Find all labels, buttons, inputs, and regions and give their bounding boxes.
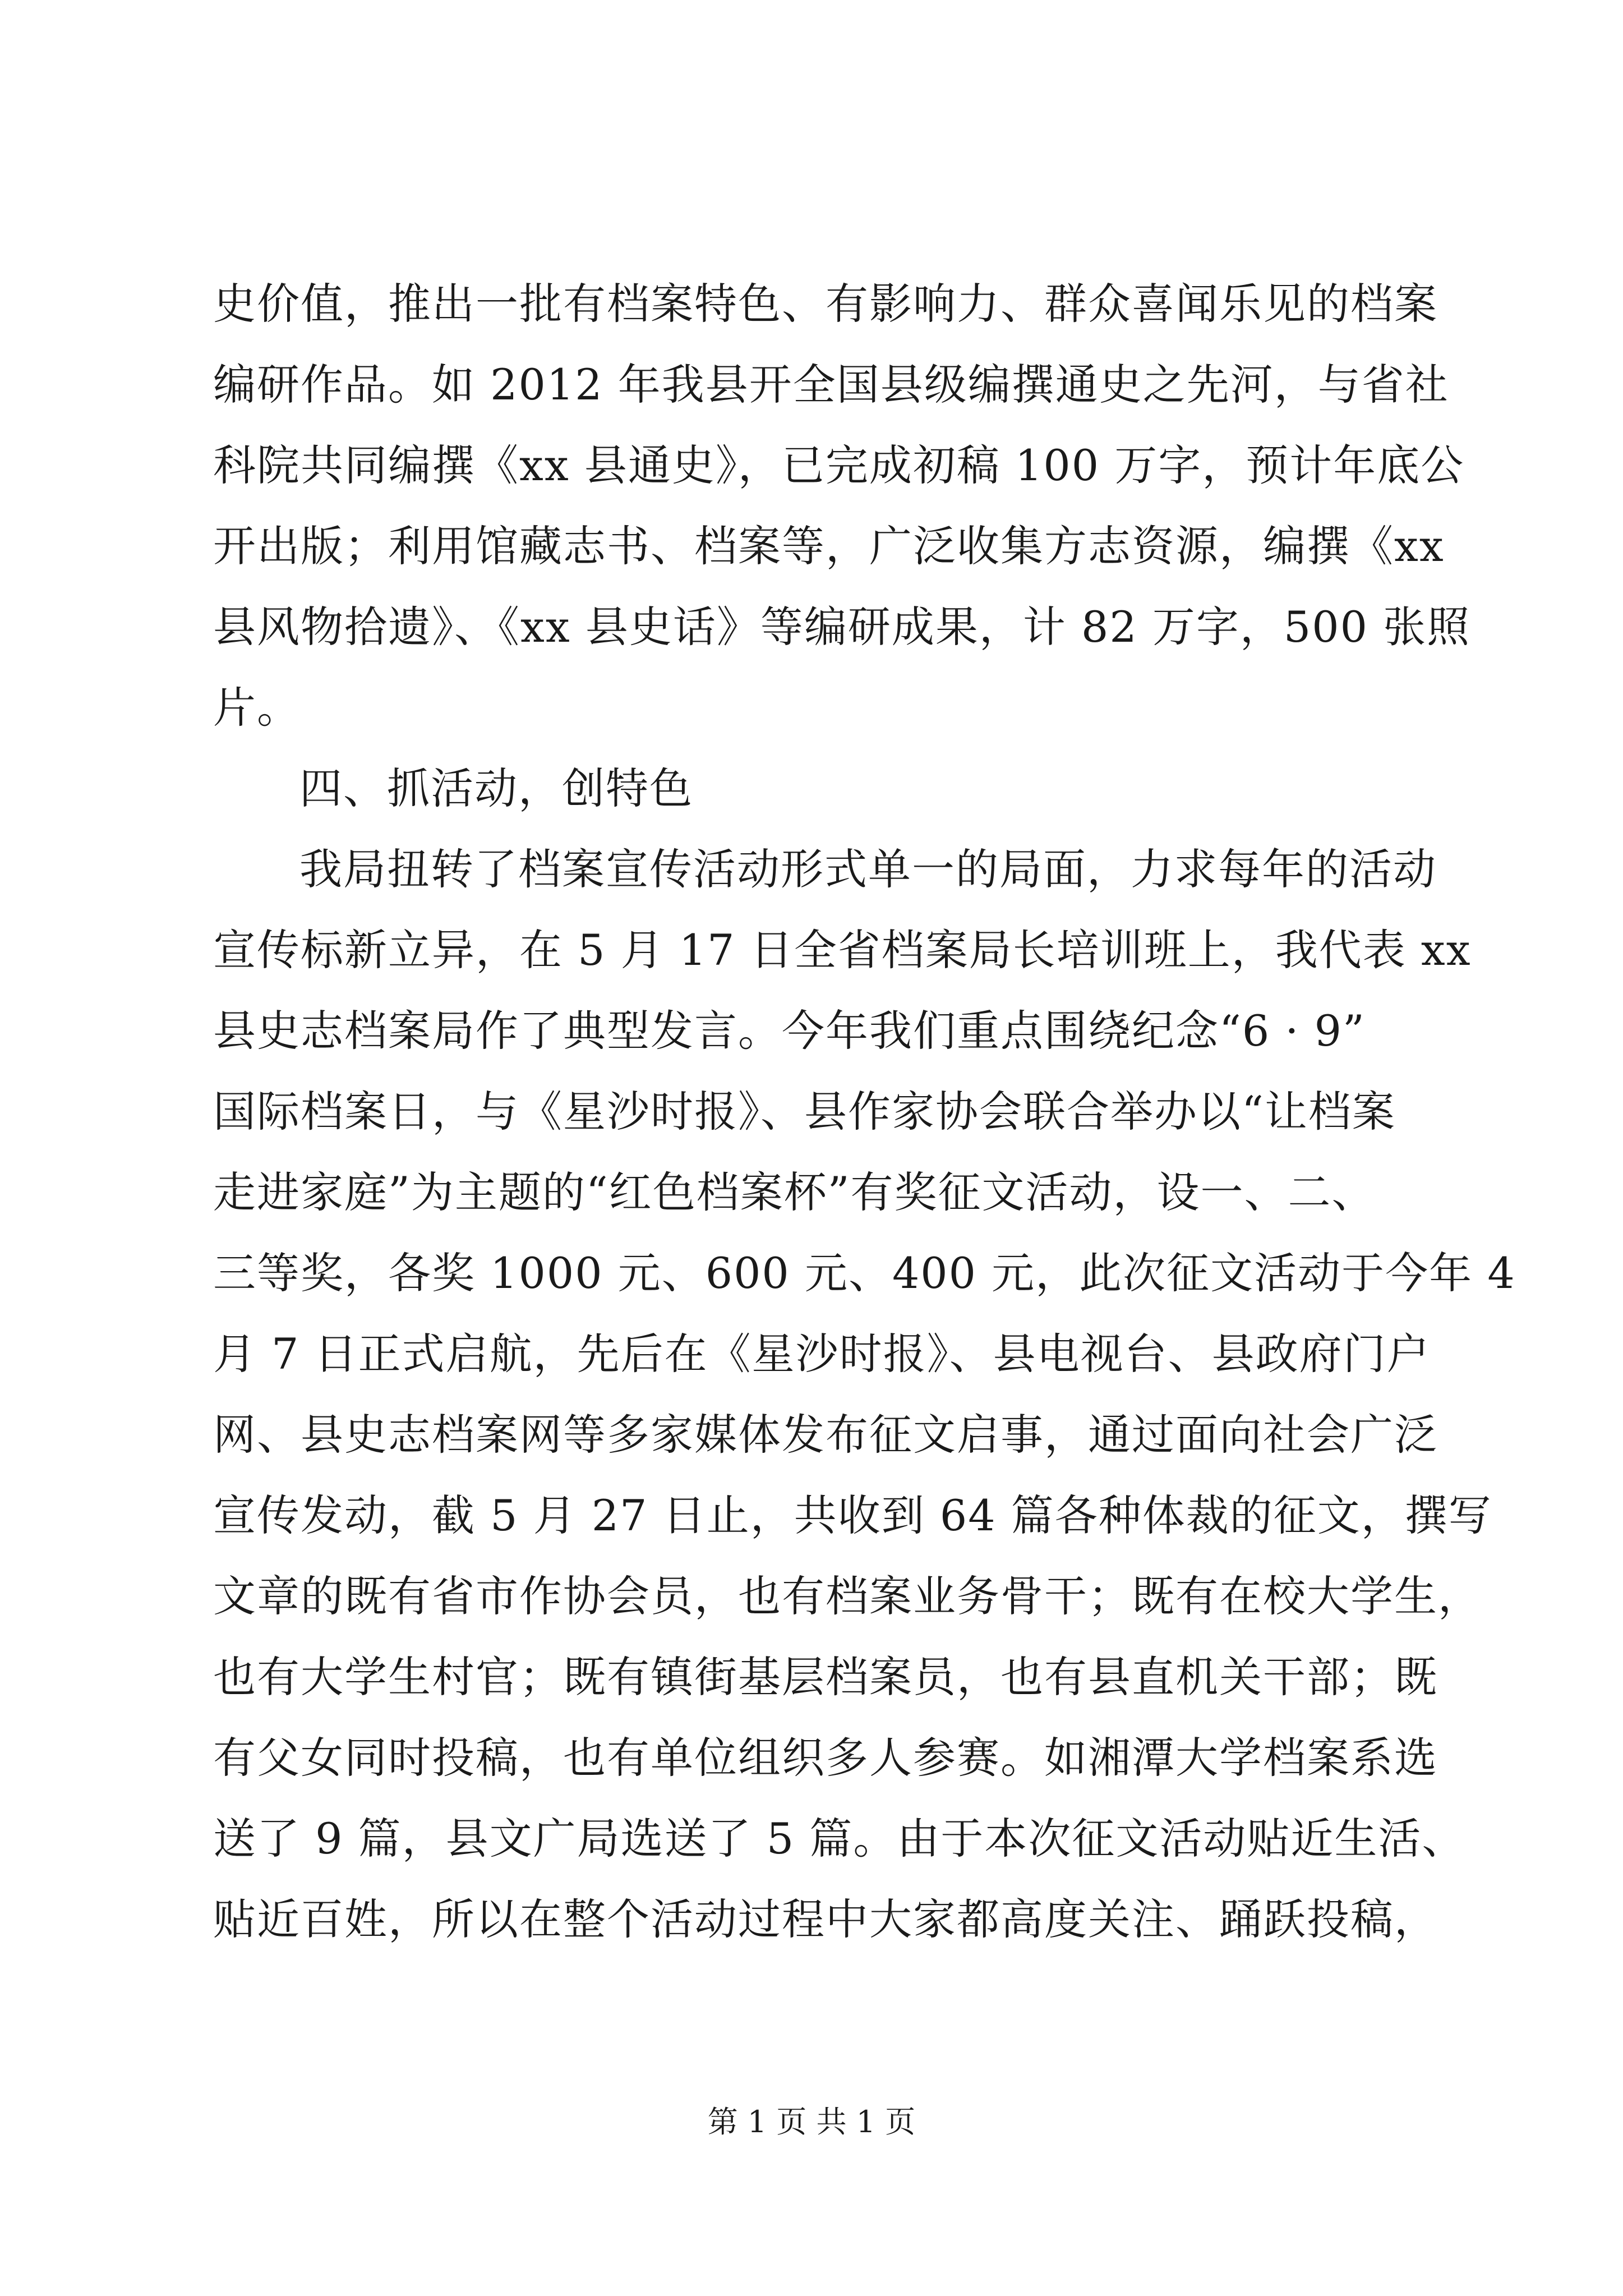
text-line: 三等奖，各奖 1000 元、600 元、400 元，此次征文活动于今年 4 xyxy=(213,1248,1516,1298)
text-line: 我局扭转了档案宣传活动形式单一的局面，力求每年的活动 xyxy=(299,844,1437,894)
text-line: 贴近百姓，所以在整个活动过程中大家都高度关注、踊跃投稿， xyxy=(213,1894,1438,1944)
page-footer: 第 1 页 共 1 页 xyxy=(707,2104,916,2139)
text-line: 开出版；利用馆藏志书、档案等，广泛收集方志资源，编撰《xx xyxy=(213,521,1445,571)
text-line: 月 7 日正式启航，先后在《星沙时报》、县电视台、县政府门户 xyxy=(213,1329,1431,1379)
text-line: 也有大学生村官；既有镇街基层档案员，也有县直机关干部；既 xyxy=(213,1652,1438,1702)
text-line: 编研作品。如 2012 年我县开全国县级编撰通史之先河，与省社 xyxy=(213,360,1449,409)
text-line: 国际档案日，与《星沙时报》、县作家协会联合举办以“让档案 xyxy=(213,1087,1396,1137)
document-body xyxy=(213,264,1516,1960)
text-line: 有父女同时投稿，也有单位组织多人参赛。如湘潭大学档案系选 xyxy=(213,1733,1438,1783)
text-line: 宣传发动，截 5 月 27 日止，共收到 64 篇各种体裁的征文，撰写 xyxy=(213,1490,1492,1540)
text-line: 片。 xyxy=(213,683,301,733)
section-heading: 四、抓活动，创特色 xyxy=(299,763,693,813)
text-line: 文章的既有省市作协会员，也有档案业务骨干；既有在校大学生， xyxy=(213,1571,1482,1621)
text-line: 史价值，推出一批有档案特色、有影响力、群众喜闻乐见的档案 xyxy=(213,279,1438,329)
text-line: 宣传标新立异，在 5 月 17 日全省档案局长培训班上，我代表 xx xyxy=(213,925,1472,975)
text-line: 走进家庭”为主题的“红色档案杯”有奖征文活动，设一、二、 xyxy=(213,1167,1376,1217)
text-line: 县史志档案局作了典型发言。今年我们重点围绕纪念“6 · 9” xyxy=(213,1006,1366,1056)
text-line: 送了 9 篇，县文广局选送了 5 篇。由于本次征文活动贴近生活、 xyxy=(213,1814,1466,1864)
text-line: 县风物拾遗》、《xx 县史话》等编研成果，计 82 万字，500 张照 xyxy=(213,602,1471,652)
text-line: 网、县史志档案网等多家媒体发布征文启事，通过面向社会广泛 xyxy=(213,1410,1438,1460)
text-line: 科院共同编撰《xx 县通史》，已完成初稿 100 万字，预计年底公 xyxy=(213,440,1465,490)
